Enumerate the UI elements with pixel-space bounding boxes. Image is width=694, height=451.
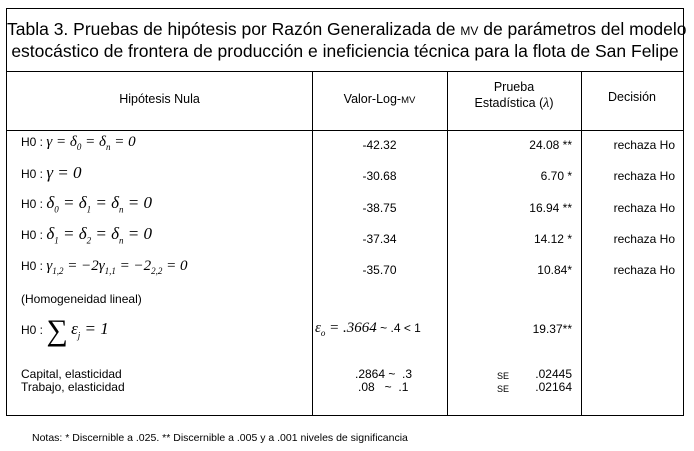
homog-value-math: $\varepsilon_o = .3664$ bbox=[315, 320, 377, 338]
header-valor-log-mv bbox=[312, 91, 447, 109]
elasticity-capital-value: .2864 ~ .3 bbox=[355, 367, 413, 381]
table-notes: Notas: * Discernible a .025. ** Discernible a .005 y a .001 niveles de significancia bbox=[32, 432, 408, 444]
header-prueba-close: ) bbox=[549, 96, 554, 110]
title-line-1 bbox=[7, 19, 687, 41]
table-title bbox=[7, 9, 687, 72]
homog-math: $\varepsilon_j = 1$ bbox=[71, 319, 109, 341]
homogeneidad-label: (Homogeneidad lineal) bbox=[21, 292, 142, 306]
table-row-1-value: -42.32 bbox=[362, 138, 397, 152]
table-row-5-stat: 10.84* bbox=[537, 263, 572, 277]
table-row-4-stat: 14.12 * bbox=[533, 232, 572, 246]
elasticity-trabajo-se-label: SE bbox=[497, 384, 510, 394]
homogeneidad-stat: 19.37** bbox=[532, 322, 572, 336]
elasticity-capital-se-label: SE bbox=[497, 371, 510, 381]
elasticity-trabajo-label: Trabajo, elasticidad bbox=[21, 380, 125, 394]
summation-icon: ∑ bbox=[46, 313, 68, 347]
row-5-prefix: H0 : bbox=[21, 259, 47, 273]
header-prueba-line-1: Prueba bbox=[493, 80, 535, 94]
table-row-4-value: -37.34 bbox=[362, 232, 397, 246]
elasticity-trabajo-value: .08 ~ .1 bbox=[358, 380, 409, 394]
row-1-math: $\gamma = \delta_0 = \delta_n = 0$ bbox=[46, 134, 136, 152]
header-prueba-line-2 bbox=[447, 95, 581, 112]
row-4-prefix: H0 : bbox=[21, 228, 47, 242]
row-5-math: $\gamma_{1,2} = -2\gamma_{1,1} = -2_{2,2} = 0$ bbox=[46, 258, 188, 276]
table-row-1-decision: rechaza Ho bbox=[613, 138, 675, 152]
elasticity-trabajo-se: .02164 bbox=[535, 380, 572, 394]
lambda-symbol: λ bbox=[543, 96, 550, 111]
table-row-3-hypothesis bbox=[21, 193, 152, 216]
row-1-prefix: H0 : bbox=[21, 135, 47, 149]
row-3-math: $\delta_0 = \delta_1 = \delta_n = 0$ bbox=[46, 193, 152, 215]
header-hipotesis-nula: Hipótesis Nula bbox=[119, 92, 200, 106]
header-decision: Decisión bbox=[608, 90, 656, 104]
table-row-4-decision: rechaza Ho bbox=[613, 232, 675, 246]
title-line-1-part-a: Tabla 3. Pruebas de hipótesis por Razón Generalizada de bbox=[7, 19, 461, 39]
table-row-5-value: -35.70 bbox=[362, 263, 397, 277]
homog-value-rest: ~ .4 < 1 bbox=[380, 321, 421, 335]
header-prueba-line-2-text: Estadística ( bbox=[474, 96, 544, 110]
homogeneidad-value bbox=[315, 321, 421, 340]
header-valor-log-text: Valor-Log- bbox=[343, 92, 402, 106]
table-row-2-value: -30.68 bbox=[362, 169, 397, 183]
header-valor-log-mv-suffix: MV bbox=[401, 95, 416, 106]
row-4-math: $\delta_1 = \delta_2 = \delta_n = 0$ bbox=[46, 224, 152, 246]
elasticity-capital-label: Capital, elasticidad bbox=[21, 367, 122, 381]
table-row-1-stat: 24.08 ** bbox=[529, 138, 572, 152]
table-frame bbox=[6, 8, 687, 416]
table-row-5-hypothesis bbox=[21, 259, 188, 278]
elasticity-capital-se: .02445 bbox=[535, 367, 572, 381]
table-row-4-hypothesis bbox=[21, 224, 152, 247]
row-2-math: γ = 0 bbox=[46, 163, 82, 182]
table-row-3-value: -38.75 bbox=[362, 201, 397, 215]
title-line-2: estocástico de frontera de producción e ineficiencia técnica para la flota de San Felipe bbox=[11, 41, 679, 61]
title-line-1-part-b: de parámetros del modelo bbox=[478, 19, 687, 39]
table-row-2-stat: 6.70 * bbox=[540, 169, 572, 183]
homog-prefix: H0 : bbox=[21, 323, 47, 337]
header-prueba-estadistica bbox=[447, 79, 581, 112]
homogeneidad-hypothesis bbox=[21, 309, 109, 349]
title-line-1-mv: MV bbox=[460, 24, 479, 38]
table-row-3-decision: rechaza Ho bbox=[613, 201, 675, 215]
table-row-5-decision: rechaza Ho bbox=[613, 263, 675, 277]
table-row-2-hypothesis bbox=[21, 163, 82, 182]
table-row-3-stat: 16.94 ** bbox=[529, 201, 572, 215]
row-2-prefix: H0 : bbox=[21, 167, 47, 181]
row-3-prefix: H0 : bbox=[21, 197, 47, 211]
table-row-2-decision: rechaza Ho bbox=[613, 169, 675, 183]
table-row-1-hypothesis bbox=[21, 135, 136, 154]
